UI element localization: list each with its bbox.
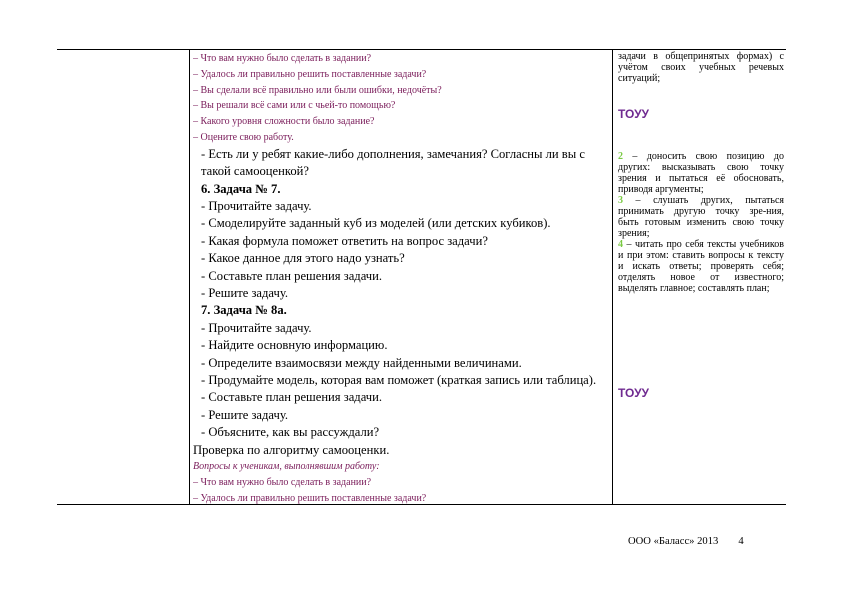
skill-text: – доносить свою позицию до других: высказывать свою точку зрения и пытаться её обосновать, приводя аргументы; bbox=[618, 151, 784, 195]
task7-title: 7. Задача № 8а. bbox=[201, 303, 287, 318]
question-line: – Что вам нужно было сделать в задании? bbox=[193, 476, 372, 488]
task7-step: - Прочитайте задачу. bbox=[201, 320, 312, 335]
question-line: – Какого уровня сложности было задание? bbox=[193, 116, 375, 128]
page-number: 4 bbox=[738, 536, 744, 547]
question-line: – Вы сделали всё правильно или были ошибки, недочёты? bbox=[193, 84, 442, 96]
skill-number: 2 bbox=[618, 151, 623, 162]
question-line: – Удалось ли правильно решить поставленные задачи? bbox=[193, 68, 427, 80]
skill-item bbox=[618, 195, 784, 239]
toyy-heading: ТОУУ bbox=[618, 386, 649, 400]
toyy-heading: ТОУУ bbox=[618, 107, 649, 121]
skill-item bbox=[618, 151, 784, 195]
question-line: – Что вам нужно было сделать в задании? bbox=[193, 53, 372, 64]
task7-step: - Продумайте модель, которая вам поможет (краткая запись или таблица). bbox=[201, 373, 597, 388]
question-line: – Удалось ли правильно решить поставленные задачи? bbox=[193, 492, 427, 504]
task6-step: - Составьте план решения задачи. bbox=[201, 268, 383, 283]
task6-step: - Какое данное для этого надо узнать? bbox=[201, 251, 405, 266]
task6-step: - Прочитайте задачу. bbox=[201, 199, 312, 213]
task6-step: - Решите задачу. bbox=[201, 286, 289, 301]
task7-step: - Объясните, как вы рассуждали? bbox=[201, 425, 380, 440]
page-footer bbox=[628, 536, 744, 547]
table-divider-right bbox=[612, 49, 613, 505]
task6-title: 6. Задача № 7. bbox=[201, 181, 281, 196]
question-line: – Оцените свою работу. bbox=[193, 131, 294, 143]
lesson-column bbox=[193, 51, 607, 506]
table-divider-left bbox=[189, 49, 190, 505]
task7-step: - Решите задачу. bbox=[201, 407, 289, 422]
task7-step: - Определите взаимосвязи между найденными величинами. bbox=[201, 355, 522, 370]
skill-number: 4 bbox=[618, 239, 623, 250]
task6-step: - Какая формула поможет ответить на вопрос задачи? bbox=[201, 233, 488, 248]
skill-number: 3 bbox=[618, 195, 623, 206]
questions-heading: Вопросы к ученикам, выполнявшим работу: bbox=[193, 461, 380, 473]
task7-step: - Составьте план решения задачи. bbox=[201, 390, 383, 405]
publisher-label: ООО «Баласс» 2013 bbox=[628, 536, 719, 547]
task6-step: - Смоделируйте заданный куб из моделей (или детских кубиков). bbox=[201, 216, 551, 231]
skill-text: – читать про себя тексты учебников и при этом: ставить вопросы к тексту и искать ответы; проверять себя; отделять новое от известного; выделять главное; составлять план; bbox=[618, 239, 784, 294]
task7-step: - Найдите основную информацию. bbox=[201, 338, 388, 353]
comment-paragraph: - Есть ли у ребят какие-либо дополнения, замечания? Согласны ли вы с такой самооценкой? bbox=[201, 146, 585, 179]
skill-item bbox=[618, 239, 784, 294]
self-check-line: Проверка по алгоритму самооценки. bbox=[193, 442, 390, 457]
skills-intro: задачи в общепринятых формах) с учётом своих учебных речевых ситуаций; bbox=[618, 51, 784, 84]
question-line: – Вы решали всё сами или с чьей-то помощью? bbox=[193, 100, 396, 112]
skill-text: – слушать других, пытаться принимать другую точку зре-ния, быть готовым изменить свою точку зрения; bbox=[618, 195, 784, 239]
skills-column bbox=[618, 51, 784, 400]
